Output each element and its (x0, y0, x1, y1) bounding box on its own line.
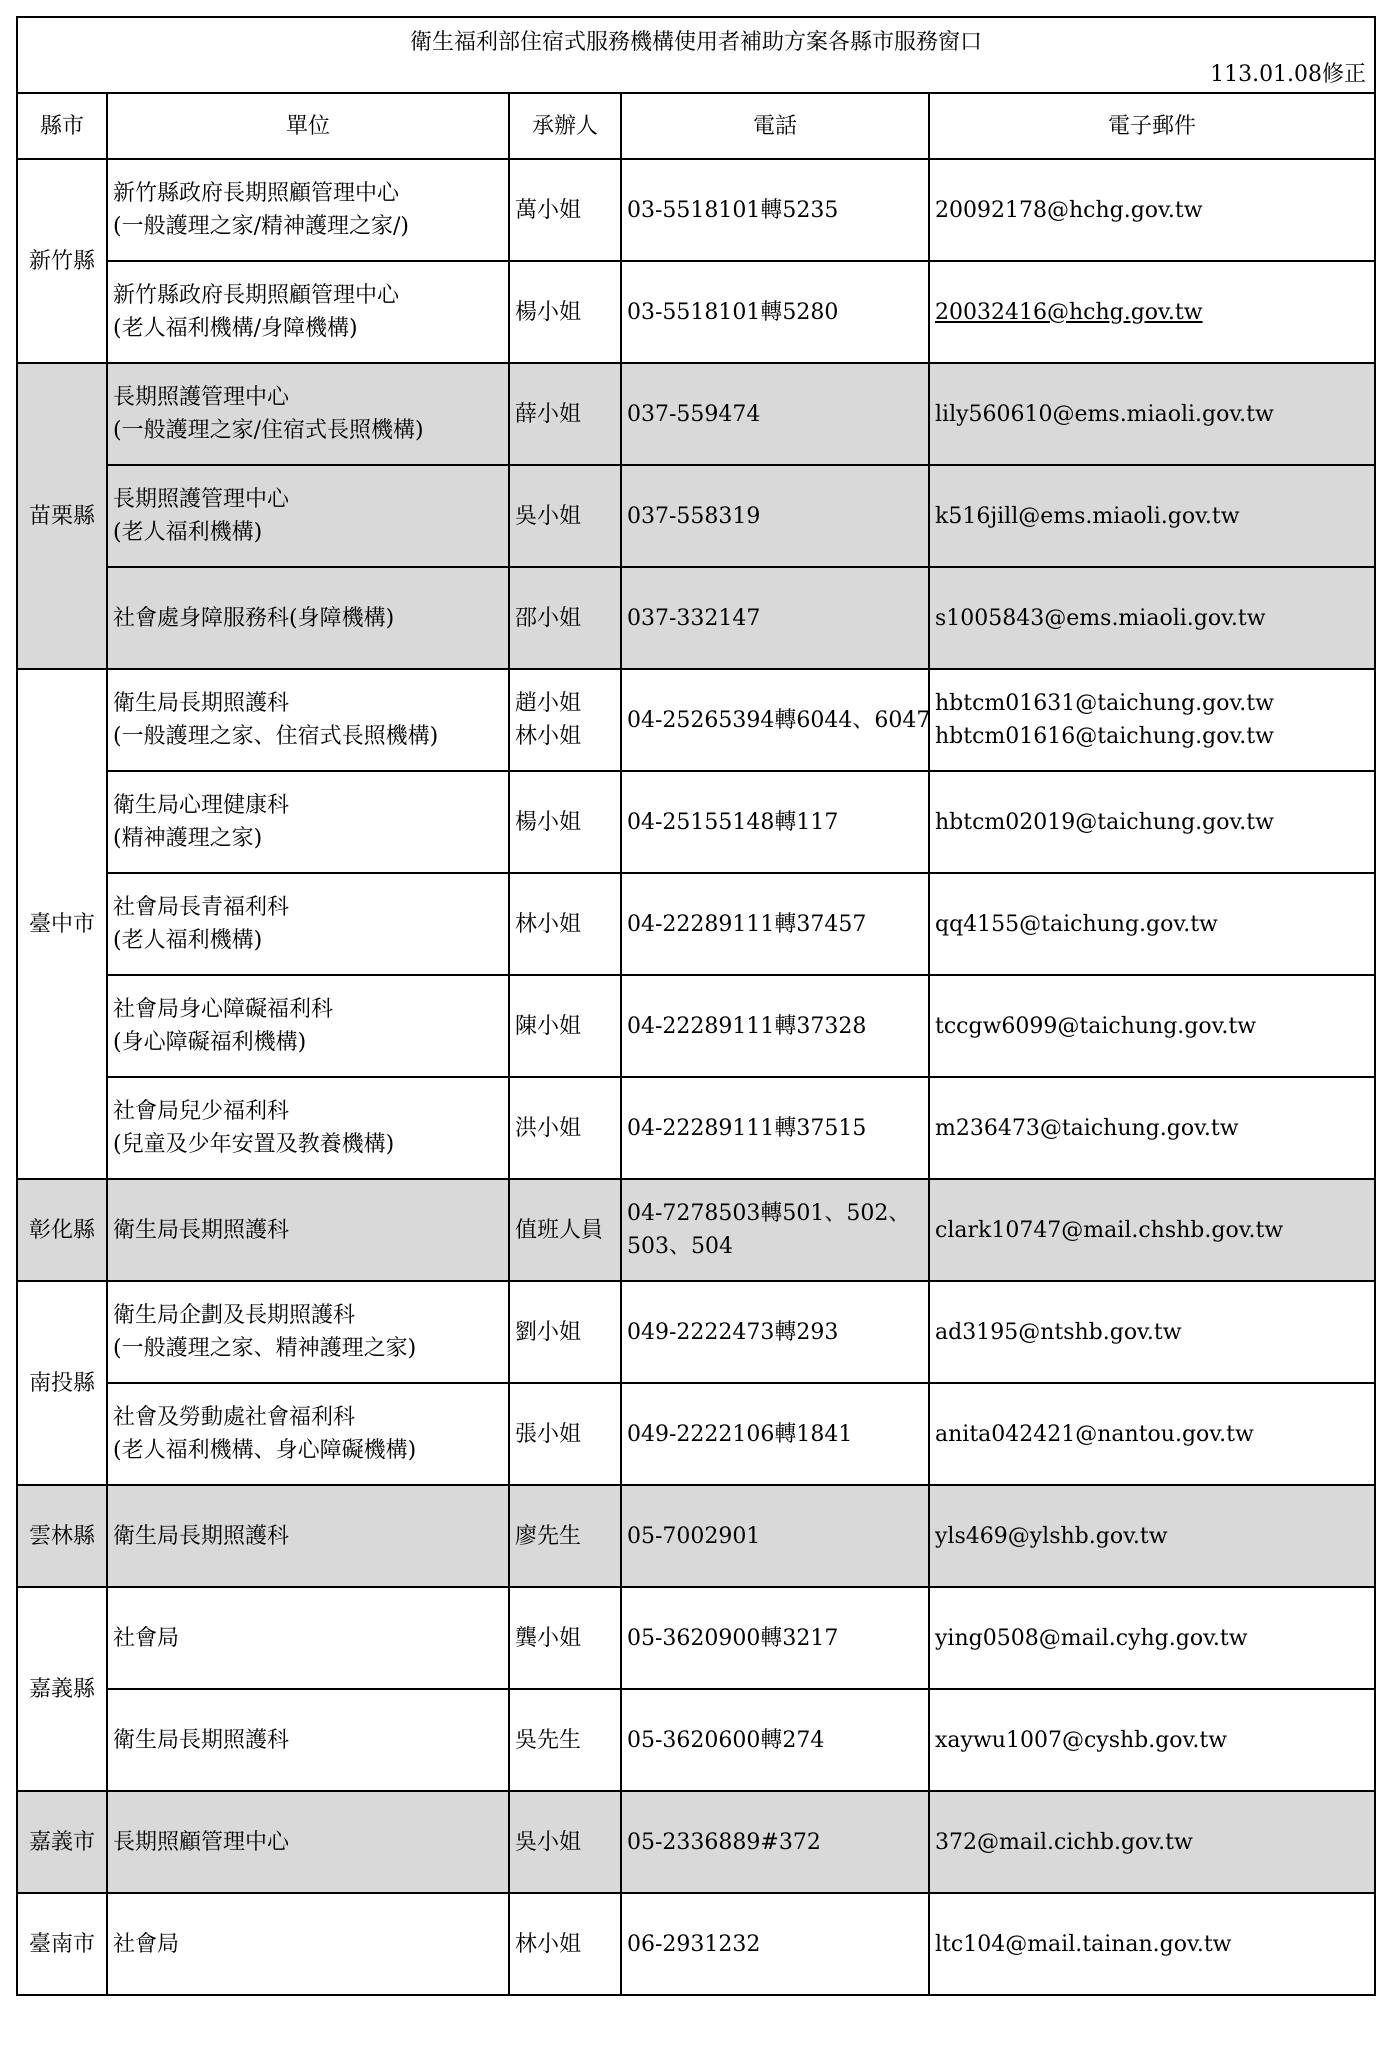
phone-cell: 05-3620900轉3217 (621, 1587, 929, 1689)
table-row (17, 1893, 1375, 1995)
table-row (17, 465, 1375, 567)
email-cell (929, 261, 1375, 363)
title-cell (17, 17, 1375, 93)
table-row (17, 1689, 1375, 1791)
phone-cell: 05-7002901 (621, 1485, 929, 1587)
unit-cell: 衛生局長期照護科 (107, 1179, 509, 1281)
phone-cell: 03-5518101轉5235 (621, 159, 929, 261)
phone-cell: 06-2931232 (621, 1893, 929, 1995)
unit-cell: 衛生局心理健康科 (精神護理之家) (107, 771, 509, 873)
phone-cell: 037-558319 (621, 465, 929, 567)
county-cell: 嘉義縣 (17, 1587, 107, 1791)
email-cell: s1005843@ems.miaoli.gov.tw (929, 567, 1375, 669)
email-cell: qq4155@taichung.gov.tw (929, 873, 1375, 975)
county-cell: 新竹縣 (17, 159, 107, 363)
contact-cell: 陳小姐 (509, 975, 621, 1077)
email-cell: k516jill@ems.miaoli.gov.tw (929, 465, 1375, 567)
unit-cell: 社會處身障服務科(身障機構) (107, 567, 509, 669)
email-cell: m236473@taichung.gov.tw (929, 1077, 1375, 1179)
phone-cell: 04-22289111轉37328 (621, 975, 929, 1077)
phone-cell: 04-25155148轉117 (621, 771, 929, 873)
county-cell: 嘉義市 (17, 1791, 107, 1893)
table-row (17, 567, 1375, 669)
county-cell: 雲林縣 (17, 1485, 107, 1587)
email-cell: clark10747@mail.chshb.gov.tw (929, 1179, 1375, 1281)
county-cell: 彰化縣 (17, 1179, 107, 1281)
unit-cell: 新竹縣政府長期照顧管理中心 (一般護理之家/精神護理之家/) (107, 159, 509, 261)
contact-cell: 張小姐 (509, 1383, 621, 1485)
table-row (17, 261, 1375, 363)
unit-cell: 社會局 (107, 1587, 509, 1689)
email-cell: hbtcm02019@taichung.gov.tw (929, 771, 1375, 873)
email-cell: ad3195@ntshb.gov.tw (929, 1281, 1375, 1383)
unit-cell: 衛生局長期照護科 (一般護理之家、住宿式長照機構) (107, 669, 509, 771)
table-row (17, 1077, 1375, 1179)
email-cell: tccgw6099@taichung.gov.tw (929, 975, 1375, 1077)
table-header-row (17, 93, 1375, 159)
email-cell: xaywu1007@cyshb.gov.tw (929, 1689, 1375, 1791)
unit-cell: 新竹縣政府長期照顧管理中心 (老人福利機構/身障機構) (107, 261, 509, 363)
phone-cell: 05-2336889#372 (621, 1791, 929, 1893)
phone-cell: 037-559474 (621, 363, 929, 465)
phone-cell: 05-3620600轉274 (621, 1689, 929, 1791)
contact-cell: 吳小姐 (509, 1791, 621, 1893)
table-row (17, 873, 1375, 975)
contact-cell: 值班人員 (509, 1179, 621, 1281)
county-cell: 臺南市 (17, 1893, 107, 1995)
county-cell: 南投縣 (17, 1281, 107, 1485)
table-row (17, 1281, 1375, 1383)
phone-cell: 04-22289111轉37457 (621, 873, 929, 975)
contact-cell: 廖先生 (509, 1485, 621, 1587)
service-window-table (16, 16, 1376, 1996)
contact-cell: 吳小姐 (509, 465, 621, 567)
email-cell: ying0508@mail.cyhg.gov.tw (929, 1587, 1375, 1689)
table-row (17, 975, 1375, 1077)
contact-cell: 楊小姐 (509, 261, 621, 363)
phone-cell: 04-7278503轉501、502、 503、504 (621, 1179, 929, 1281)
column-header-phone: 電話 (621, 93, 929, 159)
phone-cell: 04-25265394轉6044、6047 (621, 669, 929, 771)
contact-cell: 洪小姐 (509, 1077, 621, 1179)
unit-cell: 社會及勞動處社會福利科 (老人福利機構、身心障礙機構) (107, 1383, 509, 1485)
column-header-unit: 單位 (107, 93, 509, 159)
table-row (17, 1179, 1375, 1281)
column-header-county: 縣市 (17, 93, 107, 159)
table-row (17, 1383, 1375, 1485)
phone-cell: 04-22289111轉37515 (621, 1077, 929, 1179)
phone-cell: 037-332147 (621, 567, 929, 669)
email-cell: ltc104@mail.tainan.gov.tw (929, 1893, 1375, 1995)
unit-cell: 社會局 (107, 1893, 509, 1995)
contact-cell: 薛小姐 (509, 363, 621, 465)
county-cell: 臺中市 (17, 669, 107, 1179)
table-row (17, 1587, 1375, 1689)
column-header-email: 電子郵件 (929, 93, 1375, 159)
contact-cell: 林小姐 (509, 1893, 621, 1995)
email-cell: hbtcm01631@taichung.gov.tw hbtcm01616@taichung.gov.tw (929, 669, 1375, 771)
table-row (17, 771, 1375, 873)
contact-cell: 龔小姐 (509, 1587, 621, 1689)
phone-cell: 049-2222106轉1841 (621, 1383, 929, 1485)
unit-cell: 長期照顧管理中心 (107, 1791, 509, 1893)
contact-sheet (16, 16, 1374, 1996)
table-row (17, 363, 1375, 465)
unit-cell: 長期照護管理中心 (一般護理之家/住宿式長照機構) (107, 363, 509, 465)
email-cell: 20092178@hchg.gov.tw (929, 159, 1375, 261)
unit-cell: 衛生局長期照護科 (107, 1689, 509, 1791)
unit-cell: 衛生局長期照護科 (107, 1485, 509, 1587)
column-header-contact: 承辦人 (509, 93, 621, 159)
email-cell: yls469@ylshb.gov.tw (929, 1485, 1375, 1587)
phone-cell: 03-5518101轉5280 (621, 261, 929, 363)
unit-cell: 社會局身心障礙福利科 (身心障礙福利機構) (107, 975, 509, 1077)
email-cell: 372@mail.cichb.gov.tw (929, 1791, 1375, 1893)
contact-cell: 趙小姐 林小姐 (509, 669, 621, 771)
unit-cell: 社會局長青福利科 (老人福利機構) (107, 873, 509, 975)
unit-cell: 衛生局企劃及長期照護科 (一般護理之家、精神護理之家) (107, 1281, 509, 1383)
contact-cell: 吳先生 (509, 1689, 621, 1791)
table-row (17, 669, 1375, 771)
table-row (17, 159, 1375, 261)
table-row (17, 1485, 1375, 1587)
contact-cell: 楊小姐 (509, 771, 621, 873)
email-cell: anita042421@nantou.gov.tw (929, 1383, 1375, 1485)
county-cell: 苗栗縣 (17, 363, 107, 669)
contact-cell: 萬小姐 (509, 159, 621, 261)
table-row (17, 1791, 1375, 1893)
phone-cell: 049-2222473轉293 (621, 1281, 929, 1383)
unit-cell: 社會局兒少福利科 (兒童及少年安置及教養機構) (107, 1077, 509, 1179)
revision-date: 113.01.08修正 (1210, 62, 1367, 87)
email-cell: lily560610@ems.miaoli.gov.tw (929, 363, 1375, 465)
contact-cell: 劉小姐 (509, 1281, 621, 1383)
unit-cell: 長期照護管理中心 (老人福利機構) (107, 465, 509, 567)
contact-cell: 林小姐 (509, 873, 621, 975)
contact-cell: 邵小姐 (509, 567, 621, 669)
email-link[interactable]: 20032416@hchg.gov.tw (935, 299, 1203, 325)
page-title: 衛生福利部住宿式服務機構使用者補助方案各縣市服務窗口 (410, 30, 983, 55)
